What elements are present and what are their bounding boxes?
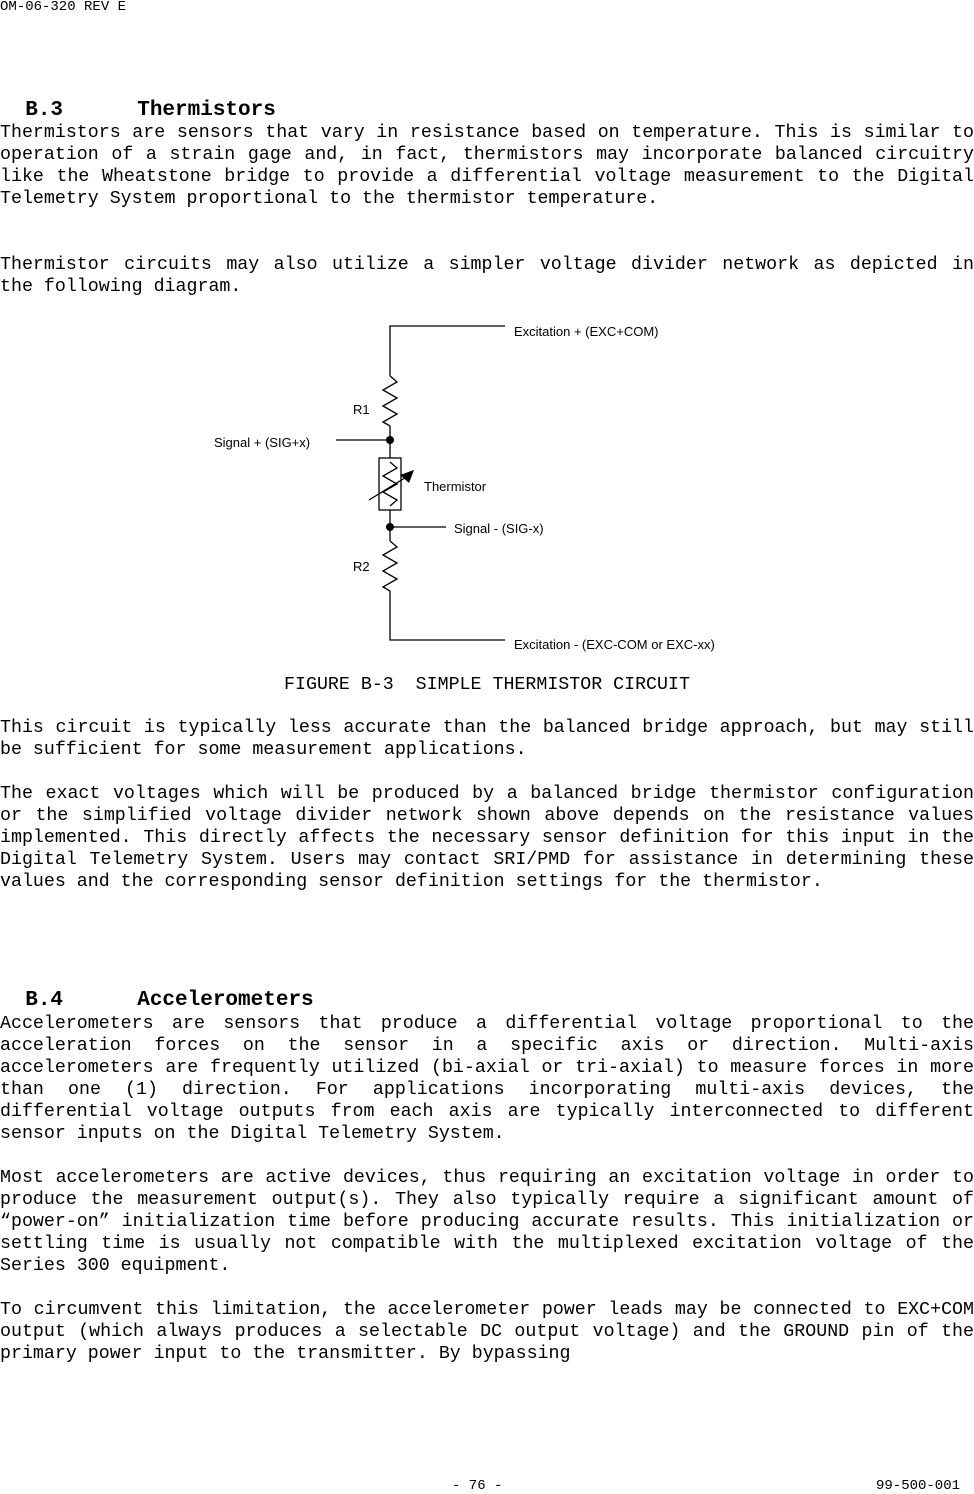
paragraph-accelerometers-intro: Accelerometers are sensors that produce a differential voltage proportional to the acceleration forces on the sensor in a specific axis or direction. Multi-axis accelerometers are frequently utilized (bi-axial or tri-axial) to measure forces in more than one (1) direction. For applications incorporating multi-axis devices, the differential voltage outputs from each axis are typically interconnected to different sensor inputs on the Digital Telemetry System. — [0, 1014, 974, 1144]
label-signal-minus: Signal - (SIG-x) — [454, 521, 544, 536]
thermistor-arrowhead — [400, 470, 414, 483]
paragraph-exact-voltages: The exact voltages which will be produced by a balanced bridge thermistor configuration or the simplified voltage divider network shown above depends on the resistance values implemented. This directly affects the necessary sensor definition for this input in the Digital Telemetry System. Users may contact SRI/PMD for assistance in determining these values and the corresponding sensor definition settings for the thermistor. — [0, 784, 974, 892]
thermistor-circuit-diagram — [0, 300, 974, 660]
page-number: - 76 - — [452, 1478, 503, 1494]
signal-minus-node — [386, 523, 394, 531]
excitation-plus-wire — [390, 326, 505, 376]
figure-caption: FIGURE B-3 SIMPLE THERMISTOR CIRCUIT — [284, 675, 690, 695]
section-number: B.4 — [25, 989, 64, 1012]
label-thermistor: Thermistor — [424, 479, 487, 494]
section-number: B.3 — [25, 99, 64, 122]
section-heading-b3 — [0, 75, 276, 123]
paragraph-accuracy: This circuit is typically less accurate than the balanced bridge approach, but may still be sufficient for some measurement applications. — [0, 718, 974, 760]
label-excitation-minus: Excitation - (EXC-COM or EXC-xx) — [514, 637, 715, 652]
resistor-r1 — [383, 376, 397, 426]
section-heading-b4 — [0, 965, 314, 1013]
label-signal-plus: Signal + (SIG+x) — [214, 435, 311, 450]
document-id-header: OM-06-320 REV E — [0, 0, 127, 15]
label-excitation-plus: Excitation + (EXC+COM) — [514, 324, 659, 339]
paragraph-thermistors-intro: Thermistors are sensors that vary in resistance based on temperature. This is similar to operation of a strain gage and, in fact, thermistors may incorporate balanced circuitry like the Wheatstone bridge to provide a differential voltage measurement to the Digital Telemetry System proportional to the thermistor temperature. — [0, 123, 974, 209]
label-r2: R2 — [353, 559, 370, 574]
section-title: Accelerometers — [137, 989, 314, 1012]
paragraph-voltage-divider: Thermistor circuits may also utilize a simpler voltage divider network as depicted in the following diagram. — [0, 255, 974, 297]
document-number-footer: 99-500-001 — [876, 1478, 961, 1494]
label-r1: R1 — [353, 402, 370, 417]
signal-plus-node — [386, 436, 394, 444]
excitation-minus-wire — [390, 591, 505, 640]
paragraph-circumvent: To circumvent this limitation, the accelerometer power leads may be connected to EXC+COM output (which always produces a selectable DC output voltage) and the GROUND pin of the primary power input to the transmitter. By bypassing — [0, 1300, 974, 1364]
paragraph-active-devices: Most accelerometers are active devices, thus requiring an excitation voltage in order to produce the measurement output(s). They also typically require a significant amount of “power-on” initialization time before producing accurate results. This initialization or settling time is usually not compatible with the multiplexed excitation voltage of the Series 300 equipment. — [0, 1168, 974, 1276]
resistor-r2 — [383, 541, 397, 591]
section-title: Thermistors — [137, 99, 276, 122]
